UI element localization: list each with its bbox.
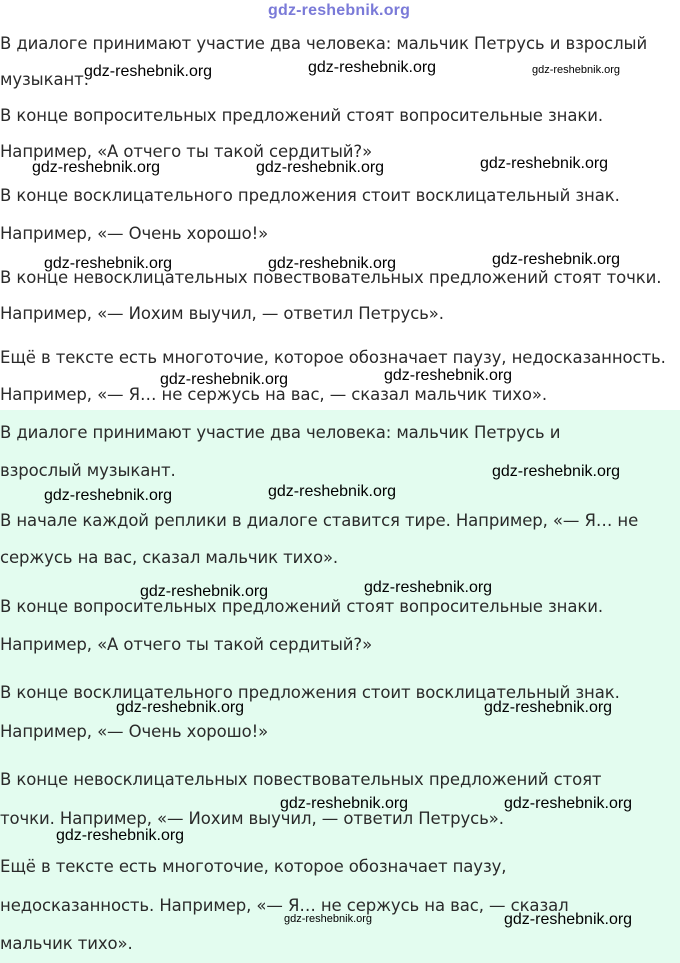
watermark: gdz-reshebnik.org [492,463,621,480]
text-line: сержусь на вас, сказал мальчик тихо». [0,548,339,567]
watermark: gdz-reshebnik.org [308,59,437,76]
watermark: gdz-reshebnik.org [384,367,513,384]
text-line: В конце восклицательного предложения стоит восклицательный знак. [0,186,620,205]
text-line: В начале каждой реплики в диалоге ставится тире. Например, «— Я… не [0,511,639,530]
watermark: gdz-reshebnik.org [484,699,613,716]
text-line: недосказанность. Например, «— Я… не сержусь на вас, — сказал [0,896,569,915]
watermark: gdz-reshebnik.org [84,63,213,80]
text-line: Например, «— Очень хорошо!» [0,224,269,243]
watermark: gdz-reshebnik.org [284,913,373,925]
watermark: gdz-reshebnik.org [56,827,185,844]
watermark: gdz-reshebnik.org [256,159,385,176]
watermark: gdz-reshebnik.org [280,795,409,812]
text-line: В диалоге принимают участие два человека: мальчик Петрусь и взрослый [0,34,648,53]
text-line: В диалоге принимают участие два человека: мальчик Петрусь и [0,423,561,442]
watermark: gdz-reshebnik.org [44,255,173,272]
watermark: gdz-reshebnik.org [268,255,397,272]
watermark: gdz-reshebnik.org [532,64,621,76]
text-line: мальчик тихо». [0,934,133,953]
watermark: gdz-reshebnik.org [364,579,493,596]
text-line: Например, «— Я… не сержусь на вас, — сказал мальчик тихо». [0,385,548,404]
watermark: gdz-reshebnik.org [504,795,633,812]
text-line: Например, «— Иохим выучил, — ответил Петрусь». [0,304,444,323]
text-line: Например, «А отчего ты такой сердитый?» [0,635,373,654]
text-line: взрослый музыкант. [0,461,176,480]
watermark: gdz-reshebnik.org [44,487,173,504]
text-line: В конце восклицательного предложения стоит восклицательный знак. [0,683,620,702]
watermark: gdz-reshebnik.org [32,159,161,176]
watermark: gdz-reshebnik.org [268,483,397,500]
text-line: В конце невосклицательных повествовательных предложений стоят точки. [0,268,662,287]
text-line: В конце вопросительных предложений стоят вопросительные знаки. [0,597,604,616]
text-line: Ещё в тексте есть многоточие, которое обозначает паузу, [0,857,507,876]
watermark: gdz-reshebnik.org [268,2,411,19]
watermark: gdz-reshebnik.org [116,699,245,716]
watermark: gdz-reshebnik.org [480,155,609,172]
text-line: Например, «А отчего ты такой сердитый?» [0,142,373,161]
text-line: Ещё в тексте есть многоточие, которое обозначает паузу, недосказанность. [0,348,666,367]
text-line: В конце невосклицательных повествовательных предложений стоят [0,770,602,789]
watermark: gdz-reshebnik.org [140,583,269,600]
text-line: В конце вопросительных предложений стоят вопросительные знаки. [0,106,604,125]
watermark: gdz-reshebnik.org [504,911,633,928]
text-line: музыкант. [0,70,89,89]
text-line: Например, «— Очень хорошо!» [0,722,269,741]
watermark: gdz-reshebnik.org [492,251,621,268]
watermark: gdz-reshebnik.org [160,371,289,388]
text-line: точки. Например, «— Иохим выучил, — ответил Петрусь». [0,809,504,828]
